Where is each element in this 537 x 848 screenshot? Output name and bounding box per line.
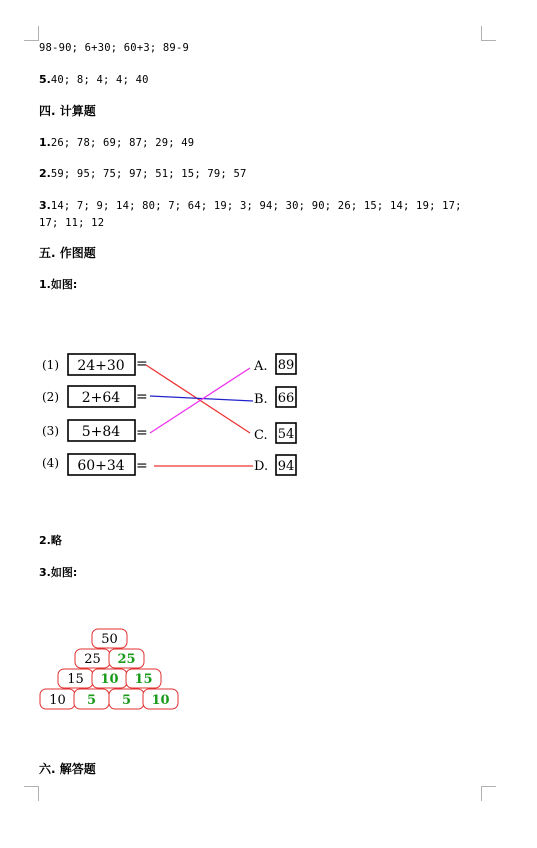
- pyramid-cell-value: 25: [84, 652, 101, 667]
- right-item-c-value: 54: [277, 427, 295, 442]
- left-item-1-index: (1): [42, 358, 59, 372]
- left-item-3-expr: 5+84: [81, 424, 121, 440]
- right-item-b: [254, 387, 296, 407]
- left-item-4-index: (4): [42, 456, 59, 470]
- corner-mark-top-right: [481, 26, 496, 41]
- left-item-1-eq: =: [136, 356, 148, 372]
- pyramid-cell-value: 10: [151, 693, 170, 708]
- calc-answer-2-text: 59; 95; 75; 97; 51; 15; 79; 57: [50, 168, 247, 180]
- pyramid-cell-value: 10: [100, 672, 119, 687]
- right-item-d: [254, 455, 296, 475]
- calc-answer-1-text: 26; 78; 69; 87; 29; 49: [50, 137, 195, 149]
- right-item-c-letter: C.: [254, 428, 268, 443]
- section-4-heading: 四. 计算题: [39, 104, 96, 118]
- drawing-answer-3: 3.如图:: [39, 566, 78, 579]
- drawing-answer-1: 1.如图:: [39, 278, 78, 291]
- pyramid-cell-value: 15: [134, 672, 153, 687]
- calc-answer-2-number: 2.: [39, 167, 51, 180]
- right-item-a-letter: A.: [254, 359, 268, 374]
- corner-mark-bottom-left: [24, 786, 39, 801]
- left-item-4: [42, 454, 148, 475]
- section-5-heading: 五. 作图题: [39, 246, 96, 260]
- calc-answer-3-continued: 17; 11; 12: [39, 217, 105, 229]
- calc-answer-3-text: 14; 7; 9; 14; 80; 7; 64; 19; 3; 94; 30; 90; 26; 15; 14; 19; 17;: [50, 200, 462, 212]
- drawing-answer-2: 2.略: [39, 534, 62, 547]
- right-item-b-letter: B.: [254, 392, 268, 407]
- left-item-4-expr: 60+34: [77, 458, 125, 474]
- right-item-d-value: 94: [277, 459, 295, 474]
- left-item-2-index: (2): [42, 390, 59, 404]
- left-item-2-eq: =: [136, 389, 148, 405]
- pyramid-cell-value: 15: [67, 672, 84, 687]
- matching-figure: [38, 348, 308, 483]
- right-item-a-value: 89: [277, 358, 295, 373]
- left-item-3: [42, 420, 148, 441]
- number-pyramid: [38, 628, 183, 712]
- left-item-3-index: (3): [42, 424, 59, 438]
- corner-mark-top-left: [24, 26, 39, 41]
- left-item-4-eq: =: [136, 458, 148, 474]
- left-item-2-expr: 2+64: [81, 390, 121, 406]
- answer-line-prev: 98-90; 6+30; 60+3; 89-9: [39, 42, 189, 54]
- calc-answer-3: [39, 199, 462, 213]
- right-item-a: [253, 354, 296, 374]
- answer-5-text: 40; 8; 4; 4; 40: [50, 74, 149, 86]
- right-item-c: [254, 423, 296, 443]
- pyramid-cell-value: 10: [49, 693, 66, 708]
- answer-5: [39, 73, 149, 87]
- right-item-d-letter: D.: [254, 459, 269, 474]
- right-item-b-value: 66: [277, 391, 295, 406]
- left-item-2: [42, 386, 148, 407]
- calc-answer-3-number: 3.: [39, 199, 51, 212]
- section-6-heading: 六. 解答题: [39, 762, 96, 776]
- pyramid-cell-value: 25: [117, 652, 136, 667]
- left-item-3-eq: =: [136, 425, 148, 441]
- corner-mark-bottom-right: [481, 786, 496, 801]
- connection-line-1-c: [146, 365, 250, 433]
- pyramid-cell-value: 5: [121, 693, 132, 708]
- pyramid-cell-value: 5: [86, 693, 97, 708]
- calc-answer-1: [39, 136, 194, 150]
- pyramid-cell-value: 50: [101, 632, 118, 647]
- left-item-1: [42, 354, 148, 375]
- calc-answer-2: [39, 167, 247, 181]
- left-item-1-expr: 24+30: [77, 358, 125, 374]
- calc-answer-1-number: 1.: [39, 136, 51, 149]
- answer-5-number: 5.: [39, 73, 51, 86]
